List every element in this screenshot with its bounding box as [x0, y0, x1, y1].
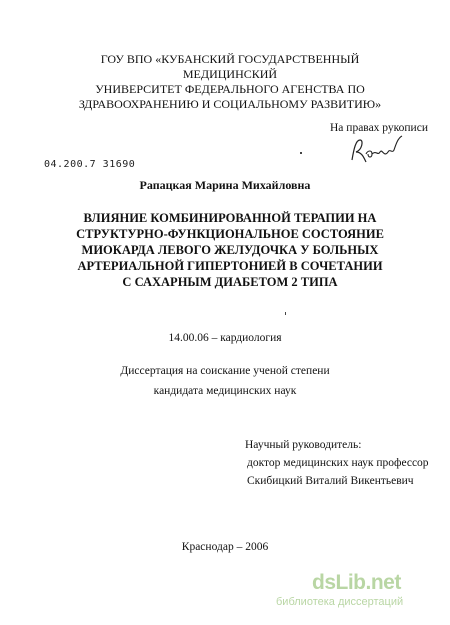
- author-name: Рапацкая Марина Михайловна: [139, 178, 311, 192]
- scan-speck: [285, 312, 286, 315]
- dissertation-title: [70, 210, 390, 290]
- title-line: АРТЕРИАЛЬНОЙ ГИПЕРТОНИЕЙ В СОЧЕТАНИИ: [77, 259, 383, 273]
- watermark-logo: dsLib.net: [312, 571, 401, 594]
- scan-speck: [300, 152, 302, 154]
- degree-statement: [0, 361, 450, 401]
- supervisor-rank: доктор медицинских наук профессор: [247, 457, 429, 469]
- watermark: [276, 571, 447, 608]
- title-line: С САХАРНЫМ ДИАБЕТОМ 2 ТИПА: [122, 275, 338, 289]
- specialty-code: 14.00.06 – кардиология: [168, 332, 282, 344]
- supervisor-label: Научный руководитель:: [245, 439, 362, 451]
- title-line: СТРУКТУРНО-ФУНКЦИОНАЛЬНОЕ СОСТОЯНИЕ: [76, 227, 384, 241]
- supervisor-block: [245, 436, 429, 490]
- institution-name: [60, 52, 400, 112]
- institution-line: ГОУ ВПО «КУБАНСКИЙ ГОСУДАРСТВЕННЫЙ МЕДИЦИНСКИЙ: [100, 52, 360, 81]
- title-line: ВЛИЯНИЕ КОМБИНИРОВАННОЙ ТЕРАПИИ НА: [83, 211, 377, 225]
- signature-icon: [346, 134, 404, 166]
- watermark-subtitle: библиотека диссертаций: [276, 596, 404, 608]
- catalog-code: 04.200.7 31690: [44, 159, 136, 170]
- institution-line: УНИВЕРСИТЕТ ФЕДЕРАЛЬНОГО АГЕНСТВА ПО: [95, 82, 365, 96]
- supervisor-name: Скибицкий Виталий Викентьевич: [247, 475, 414, 487]
- rights-note: На правах рукописи: [330, 122, 428, 134]
- city-year: Краснодар – 2006: [181, 541, 269, 553]
- degree-line: Диссертация на соискание ученой степени: [120, 365, 330, 377]
- degree-line: кандидата медицинских наук: [153, 385, 297, 397]
- title-line: МИОКАРДА ЛЕВОГО ЖЕЛУДОЧКА У БОЛЬНЫХ: [81, 243, 379, 257]
- institution-line: ЗДРАВООХРАНЕНИЮ И СОЦИАЛЬНОМУ РАЗВИТИЮ»: [78, 97, 382, 111]
